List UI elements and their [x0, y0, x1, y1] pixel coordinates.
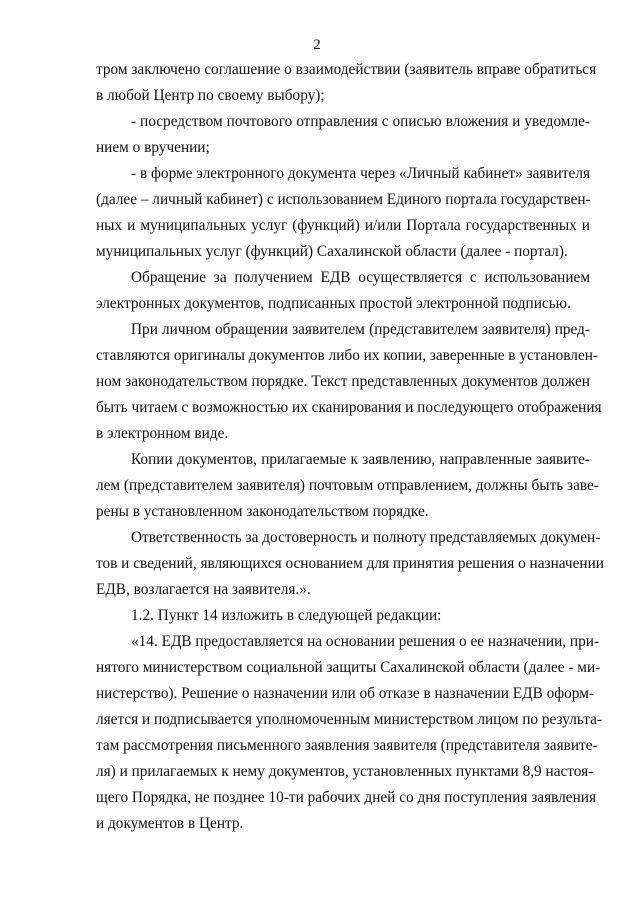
- text-line: Ответственность за достоверность и полноту представляемых докумен-: [131, 529, 601, 546]
- text-line: в электронном виде.: [96, 425, 229, 442]
- text-line: Обращение за получением ЕДВ осуществляется с использованием: [131, 269, 590, 286]
- text-line: ЕДВ, возлагается на заявителя.».: [96, 581, 311, 598]
- text-line: (далее – личный кабинет) с использованием Единого портала государствен-: [96, 191, 591, 208]
- text-line: ном законодательством порядке. Текст представленных документов должен: [96, 373, 590, 390]
- text-line: нием о вручении;: [96, 139, 210, 156]
- text-line: тов и сведений, являющихся основанием для принятия решения о назначении: [96, 555, 604, 572]
- text-line: нистерство). Решение о назначении или об отказе в назначении ЕДВ оформ-: [96, 685, 594, 702]
- text-line: «14. ЕДВ предоставляется на основании решения о ее назначении, при-: [131, 633, 600, 650]
- text-line: ля) и прилагаемых к нему документов, установленных пунктами 8,9 настоя-: [96, 763, 594, 780]
- text-line: рены в установленном законодательством порядке.: [96, 503, 429, 520]
- text-line: Копии документов, прилагаемые к заявлению, направленные заявите-: [131, 451, 590, 468]
- text-line: ляется и подписывается уполномоченным министерством лицом по результа-: [96, 711, 602, 728]
- text-line: там рассмотрения письменного заявления заявителя (представителя заявите-: [96, 737, 598, 754]
- text-line: и документов в Центр.: [96, 815, 244, 832]
- text-line: При личном обращении заявителем (представителем заявителя) пред-: [131, 321, 590, 338]
- text-line: быть читаем с возможностью их сканирования и последующего отображения: [96, 399, 602, 416]
- page-number: 2: [313, 37, 321, 53]
- text-line: - посредством почтового отправления с описью вложения и уведомле-: [131, 113, 590, 130]
- text-line: муниципальных услуг (функций) Сахалинской области (далее - портал).: [96, 243, 568, 260]
- text-line: нятого министерством социальной защиты Сахалинской области (далее - ми-: [96, 659, 601, 676]
- text-line: тром заключено соглашение о взаимодействии (заявитель вправе обратиться: [96, 61, 597, 78]
- text-line: лем (представителем заявителя) почтовым отправлением, должны быть заве-: [96, 477, 599, 494]
- text-line: в любой Центр по своему выбору);: [96, 87, 325, 104]
- text-line: ных и муниципальных услуг (функций) и/или Портала государственных и: [96, 217, 590, 234]
- text-line: щего Порядка, не позднее 10-ти рабочих дней со дня поступления заявления: [96, 789, 596, 806]
- text-line: 1.2. Пункт 14 изложить в следующей редакции:: [131, 607, 442, 624]
- text-line: электронных документов, подписанных простой электронной подписью.: [96, 295, 571, 312]
- text-line: ставляются оригиналы документов либо их копии, заверенные в установлен-: [96, 347, 599, 364]
- text-line: - в форме электронного документа через «Личный кабинет» заявителя: [131, 165, 590, 182]
